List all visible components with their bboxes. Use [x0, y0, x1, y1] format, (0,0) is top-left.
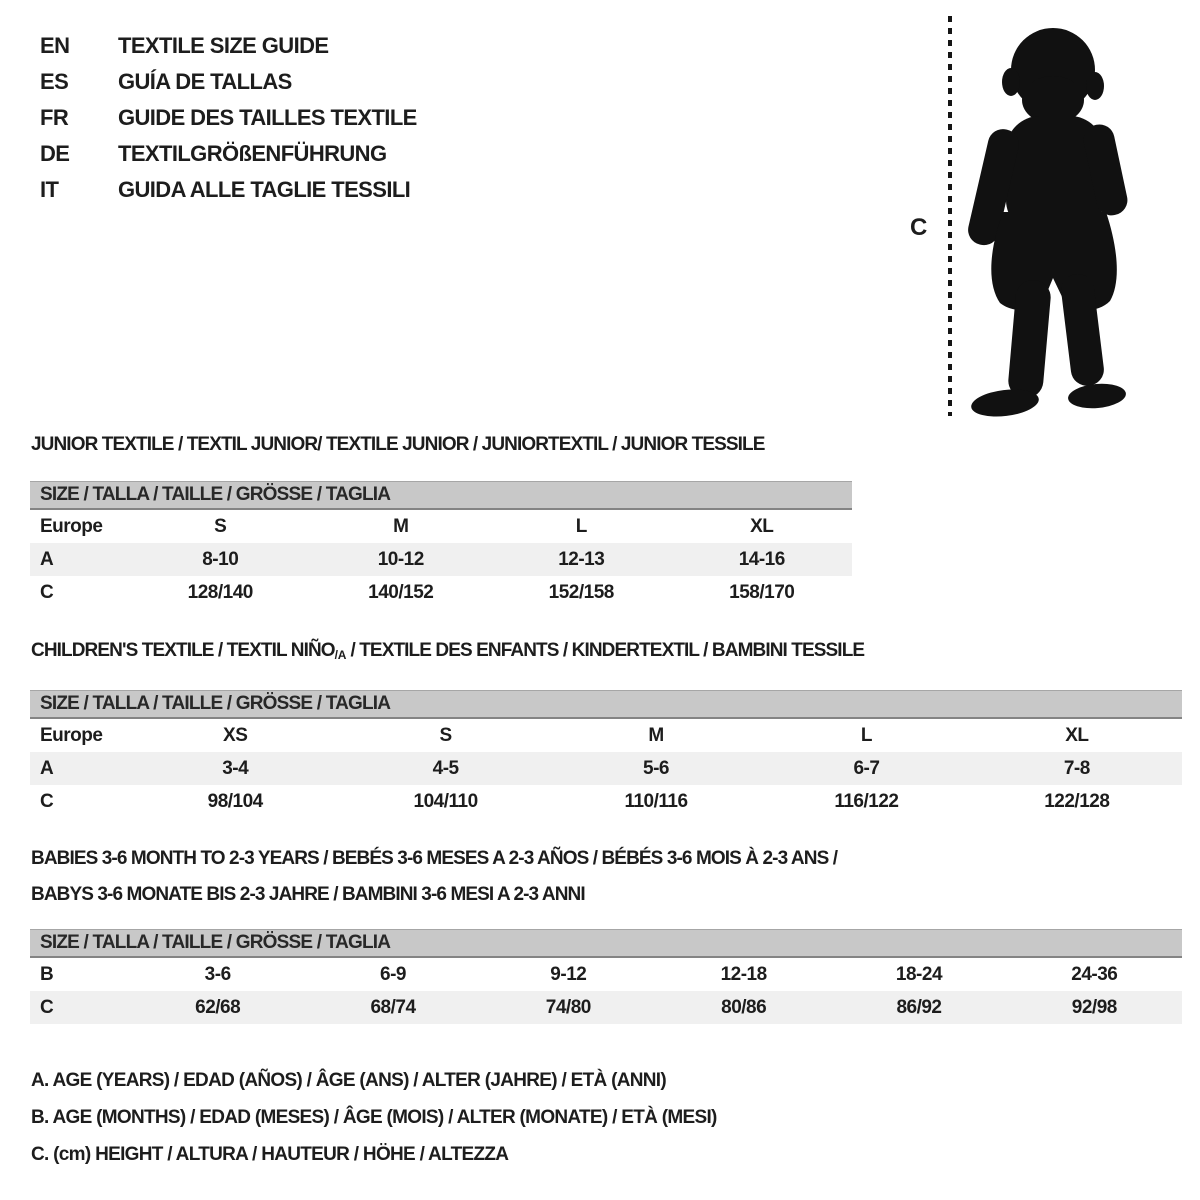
language-title-list [40, 28, 417, 208]
height-cell: 140/152 [368, 581, 434, 603]
junior-size-table [30, 481, 852, 609]
table-row-age-years [30, 543, 852, 576]
age-cell: 10-12 [377, 548, 424, 570]
size-cell: S [214, 515, 227, 537]
language-row-de [40, 136, 417, 172]
age-cell: 8-10 [202, 548, 239, 570]
guide-title-es: GUÍA DE TALLAS [118, 69, 292, 94]
language-row-en [40, 28, 417, 64]
guide-title-en: TEXTILE SIZE GUIDE [118, 33, 329, 58]
age-cell: 6-9 [380, 963, 406, 985]
size-cell: M [648, 724, 664, 746]
age-cell: 6-7 [853, 757, 880, 779]
guide-title-fr: GUIDE DES TAILLES TEXTILE [118, 105, 417, 130]
height-cell: 92/98 [1071, 996, 1117, 1018]
legend-line-a: A. AGE (YEARS) / EDAD (AÑOS) / ÂGE (ANS) / ALTER (JAHRE) / ETÀ (ANNI) [31, 1069, 666, 1091]
height-cell: 80/86 [721, 996, 767, 1018]
table-row-height-cm [30, 991, 1182, 1024]
size-cell: XL [750, 515, 774, 537]
height-measure-label: C [910, 214, 928, 241]
baby-silhouette-icon [956, 12, 1142, 418]
guide-title-it: GUIDA ALLE TAGLIE TESSILI [118, 177, 411, 202]
row-label: B [40, 963, 54, 985]
legend-line-c: C. (cm) HEIGHT / ALTURA / HAUTEUR / HÖHE / ALTEZZA [31, 1143, 509, 1165]
size-cell: S [439, 724, 452, 746]
size-header-bar: SIZE / TALLA / TAILLE / GRÖSSE / TAGLIA [30, 929, 1182, 958]
row-label: Europe [40, 515, 103, 537]
row-label: A [40, 757, 54, 779]
language-row-it [40, 172, 417, 208]
size-cell: L [575, 515, 587, 537]
age-cell: 12-13 [558, 548, 605, 570]
height-cell: 122/128 [1044, 790, 1110, 812]
age-cell: 14-16 [738, 548, 785, 570]
language-code: EN [40, 33, 70, 58]
language-code: ES [40, 69, 69, 94]
size-header-bar: SIZE / TALLA / TAILLE / GRÖSSE / TAGLIA [30, 481, 852, 510]
row-label: Europe [40, 724, 103, 746]
children-title-prefix: CHILDREN'S TEXTILE / TEXTIL NIÑO [31, 640, 335, 661]
height-cell: 74/80 [545, 996, 591, 1018]
height-cell: 152/158 [548, 581, 614, 603]
height-cell: 62/68 [195, 996, 241, 1018]
age-cell: 3-6 [204, 963, 231, 985]
age-cell: 7-8 [1063, 757, 1090, 779]
height-cell: 86/92 [896, 996, 942, 1018]
size-cell: M [393, 515, 409, 537]
table-row-europe [30, 510, 852, 543]
language-code: DE [40, 141, 70, 166]
table-row-height-cm [30, 576, 852, 609]
height-cell: 116/122 [834, 790, 899, 812]
guide-title-de: TEXTILGRÖßENFÜHRUNG [118, 141, 387, 166]
age-cell: 3-4 [222, 757, 249, 779]
age-cell: 5-6 [643, 757, 669, 779]
babies-section-title-line1: BABIES 3-6 MONTH TO 2-3 YEARS / BEBÉS 3-6 MESES A 2-3 AÑOS / BÉBÉS 3-6 MOIS À 2-3 ANS / [31, 848, 838, 869]
age-cell: 4-5 [432, 757, 459, 779]
row-label: A [40, 548, 54, 570]
row-label: C [40, 996, 54, 1018]
language-row-fr [40, 100, 417, 136]
size-cell: XL [1065, 724, 1089, 746]
size-cell: L [860, 724, 872, 746]
row-label: C [40, 581, 54, 603]
junior-section-title: JUNIOR TEXTILE / TEXTIL JUNIOR/ TEXTILE JUNIOR / JUNIORTEXTIL / JUNIOR TESSILE [31, 434, 765, 455]
legend-line-b: B. AGE (MONTHS) / EDAD (MESES) / ÂGE (MOIS) / ALTER (MONATE) / ETÀ (MESI) [31, 1106, 717, 1128]
children-title-suffix: / TEXTILE DES ENFANTS / KINDERTEXTIL / BAMBINI TESSILE [346, 640, 865, 661]
age-cell: 18-24 [895, 963, 943, 985]
row-label: C [40, 790, 54, 812]
measure-legend [31, 1062, 717, 1173]
babies-size-table [30, 929, 1182, 1024]
height-cell: 158/170 [729, 581, 795, 603]
table-row-europe [30, 719, 1182, 752]
size-cell: XS [223, 724, 248, 746]
age-cell: 9-12 [550, 963, 587, 985]
height-cell: 104/110 [413, 790, 478, 812]
language-row-es [40, 64, 417, 100]
babies-section-title-line2: BABYS 3-6 MONATE BIS 2-3 JAHRE / BAMBINI 3-6 MESI A 2-3 ANNI [31, 884, 585, 905]
age-cell: 12-18 [720, 963, 767, 985]
height-cell: 110/116 [624, 790, 688, 812]
children-size-table [30, 690, 1182, 818]
size-header-bar: SIZE / TALLA / TAILLE / GRÖSSE / TAGLIA [30, 690, 1182, 719]
height-cell: 98/104 [207, 790, 263, 812]
height-cell: 68/74 [370, 996, 416, 1018]
table-row-height-cm [30, 785, 1182, 818]
children-title-subscript: /A [334, 648, 347, 662]
table-row-age-months [30, 958, 1182, 991]
language-code: FR [40, 105, 69, 130]
height-measure-dashed-line [948, 16, 952, 416]
language-code: IT [40, 177, 59, 202]
height-cell: 128/140 [187, 581, 253, 603]
age-cell: 24-36 [1071, 963, 1118, 985]
table-row-age-years [30, 752, 1182, 785]
children-section-title [31, 640, 864, 662]
